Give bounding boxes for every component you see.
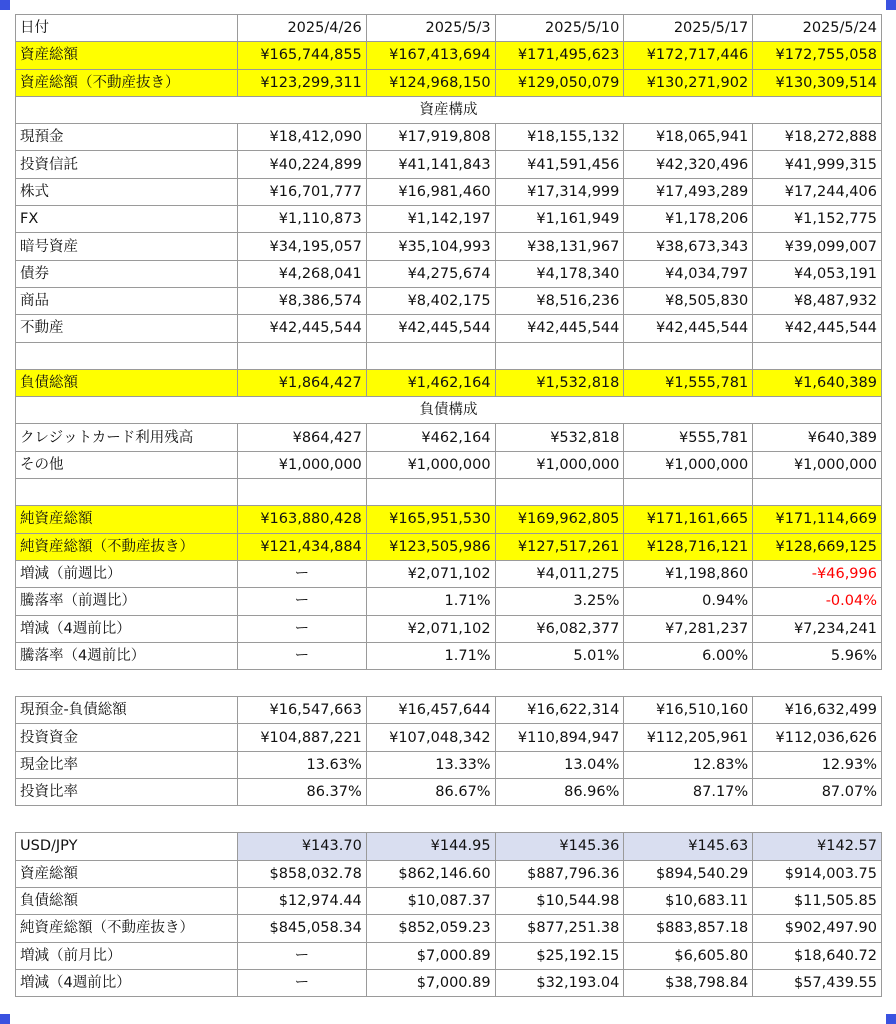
row-label[interactable]: 資産総額: [16, 860, 238, 887]
value-cell[interactable]: ¥4,268,041: [238, 260, 367, 287]
value-cell[interactable]: 1.71%: [366, 588, 495, 615]
value-cell[interactable]: ¥145.63: [624, 833, 753, 860]
blank-row: [16, 342, 882, 369]
row-label[interactable]: 増減（前週比）: [16, 560, 238, 587]
value-cell[interactable]: $877,251.38: [495, 915, 624, 942]
value-cell[interactable]: 5.01%: [495, 642, 624, 669]
row-label[interactable]: FX: [16, 206, 238, 233]
table-row: [16, 151, 882, 178]
section-row: [16, 397, 882, 424]
blank-cell[interactable]: [624, 342, 753, 369]
value-cell[interactable]: 87.07%: [753, 779, 882, 806]
row-label[interactable]: 増減（4週前比）: [16, 969, 238, 996]
value-cell[interactable]: ¥555,781: [624, 424, 753, 451]
row-label[interactable]: 投資比率: [16, 779, 238, 806]
value-cell[interactable]: ¥38,673,343: [624, 233, 753, 260]
table-row: [16, 560, 882, 587]
value-cell[interactable]: ¥130,271,902: [624, 69, 753, 96]
section-row: [16, 96, 882, 123]
selection-handle[interactable]: [0, 1014, 10, 1024]
blank-cell[interactable]: [16, 342, 238, 369]
value-cell[interactable]: ¥864,427: [238, 424, 367, 451]
value-cell[interactable]: ¥127,517,261: [495, 533, 624, 560]
header-row: [16, 15, 882, 42]
row-label[interactable]: 投資資金: [16, 724, 238, 751]
table-row: [16, 615, 882, 642]
table-row: [16, 860, 882, 887]
value-cell[interactable]: ¥42,445,544: [495, 315, 624, 342]
selection-handle[interactable]: [886, 1014, 896, 1024]
value-cell[interactable]: ¥1,000,000: [366, 451, 495, 478]
row-label[interactable]: 増減（4週前比）: [16, 615, 238, 642]
value-cell[interactable]: ¥17,919,808: [366, 124, 495, 151]
row-label[interactable]: その他: [16, 451, 238, 478]
value-cell[interactable]: ¥8,505,830: [624, 287, 753, 314]
blank-cell[interactable]: [753, 342, 882, 369]
row-label[interactable]: 騰落率（4週前比）: [16, 642, 238, 669]
value-cell[interactable]: ¥7,281,237: [624, 615, 753, 642]
value-cell[interactable]: ー: [238, 588, 367, 615]
value-cell[interactable]: ¥142.57: [753, 833, 882, 860]
table-row: [16, 315, 882, 342]
value-cell[interactable]: $883,857.18: [624, 915, 753, 942]
value-cell[interactable]: ¥107,048,342: [366, 724, 495, 751]
value-cell[interactable]: ¥8,487,932: [753, 287, 882, 314]
value-cell[interactable]: ¥39,099,007: [753, 233, 882, 260]
value-cell[interactable]: ¥1,110,873: [238, 206, 367, 233]
value-cell[interactable]: ¥1,000,000: [753, 451, 882, 478]
table-row: [16, 369, 882, 396]
value-cell[interactable]: $57,439.55: [753, 969, 882, 996]
value-cell[interactable]: ¥7,234,241: [753, 615, 882, 642]
table-row: [16, 451, 882, 478]
table-row: [16, 969, 882, 996]
table-row: [16, 233, 882, 260]
value-cell[interactable]: ¥16,632,499: [753, 697, 882, 724]
value-cell[interactable]: ¥165,744,855: [238, 42, 367, 69]
value-cell[interactable]: ¥41,591,456: [495, 151, 624, 178]
value-cell[interactable]: ¥169,962,805: [495, 506, 624, 533]
value-cell[interactable]: ¥172,717,446: [624, 42, 753, 69]
value-cell[interactable]: ¥2,071,102: [366, 615, 495, 642]
value-cell[interactable]: ¥35,104,993: [366, 233, 495, 260]
value-cell[interactable]: ¥38,131,967: [495, 233, 624, 260]
value-cell[interactable]: ¥129,050,079: [495, 69, 624, 96]
value-cell[interactable]: -¥46,996: [753, 560, 882, 587]
table-row: [16, 260, 882, 287]
value-cell[interactable]: ¥171,114,669: [753, 506, 882, 533]
row-label[interactable]: 現預金-負債総額: [16, 697, 238, 724]
value-cell[interactable]: 87.17%: [624, 779, 753, 806]
spreadsheet: [15, 14, 881, 997]
value-cell[interactable]: ¥4,053,191: [753, 260, 882, 287]
blank-cell[interactable]: [495, 342, 624, 369]
value-cell[interactable]: ¥171,161,665: [624, 506, 753, 533]
value-cell[interactable]: ¥1,000,000: [238, 451, 367, 478]
table-row: [16, 751, 882, 778]
date-cell[interactable]: 2025/4/26: [238, 15, 367, 42]
blank-row: [16, 479, 882, 506]
value-cell[interactable]: ¥1,178,206: [624, 206, 753, 233]
value-cell[interactable]: ¥41,999,315: [753, 151, 882, 178]
date-cell[interactable]: 2025/5/24: [753, 15, 882, 42]
blank-cell[interactable]: [366, 479, 495, 506]
row-label[interactable]: 負債総額: [16, 369, 238, 396]
date-cell[interactable]: 2025/5/3: [366, 15, 495, 42]
value-cell[interactable]: $11,505.85: [753, 887, 882, 914]
row-label[interactable]: 資産総額: [16, 42, 238, 69]
value-cell[interactable]: ¥16,547,663: [238, 697, 367, 724]
value-cell[interactable]: 12.93%: [753, 751, 882, 778]
value-cell[interactable]: $6,605.80: [624, 942, 753, 969]
value-cell[interactable]: $32,193.04: [495, 969, 624, 996]
value-cell[interactable]: ¥2,071,102: [366, 560, 495, 587]
value-cell[interactable]: ¥41,141,843: [366, 151, 495, 178]
selection-handle[interactable]: [0, 0, 10, 10]
value-cell[interactable]: $852,059.23: [366, 915, 495, 942]
table-row: [16, 69, 882, 96]
table-row: [16, 697, 882, 724]
value-cell[interactable]: ¥8,516,236: [495, 287, 624, 314]
table-row: [16, 833, 882, 860]
value-cell[interactable]: ¥171,495,623: [495, 42, 624, 69]
value-cell[interactable]: ¥110,894,947: [495, 724, 624, 751]
value-cell[interactable]: $914,003.75: [753, 860, 882, 887]
blank-cell[interactable]: [238, 342, 367, 369]
value-cell[interactable]: ¥1,198,860: [624, 560, 753, 587]
value-cell[interactable]: ¥1,152,775: [753, 206, 882, 233]
value-cell[interactable]: ¥4,275,674: [366, 260, 495, 287]
value-cell[interactable]: ¥1,640,389: [753, 369, 882, 396]
value-cell[interactable]: 13.04%: [495, 751, 624, 778]
value-cell[interactable]: ー: [238, 642, 367, 669]
value-cell[interactable]: $10,087.37: [366, 887, 495, 914]
value-cell[interactable]: ¥167,413,694: [366, 42, 495, 69]
table-row: [16, 178, 882, 205]
value-cell[interactable]: ー: [238, 969, 367, 996]
value-cell[interactable]: $845,058.34: [238, 915, 367, 942]
value-cell[interactable]: ¥17,314,999: [495, 178, 624, 205]
value-cell[interactable]: ¥123,299,311: [238, 69, 367, 96]
value-cell[interactable]: ¥18,272,888: [753, 124, 882, 151]
value-cell[interactable]: $894,540.29: [624, 860, 753, 887]
row-label[interactable]: 暗号資産: [16, 233, 238, 260]
value-cell[interactable]: ¥16,701,777: [238, 178, 367, 205]
value-cell[interactable]: 0.94%: [624, 588, 753, 615]
table-row: [16, 424, 882, 451]
value-cell[interactable]: ¥1,462,164: [366, 369, 495, 396]
table-row: [16, 642, 882, 669]
value-cell[interactable]: ー: [238, 615, 367, 642]
row-label[interactable]: 負債総額: [16, 887, 238, 914]
blank-cell[interactable]: [624, 479, 753, 506]
value-cell[interactable]: ¥121,434,884: [238, 533, 367, 560]
value-cell[interactable]: $7,000.89: [366, 969, 495, 996]
table-row: [16, 887, 882, 914]
value-cell[interactable]: ¥1,555,781: [624, 369, 753, 396]
value-cell[interactable]: ¥1,161,949: [495, 206, 624, 233]
row-label[interactable]: 純資産総額（不動産抜き）: [16, 915, 238, 942]
value-cell[interactable]: 86.96%: [495, 779, 624, 806]
value-cell[interactable]: 86.67%: [366, 779, 495, 806]
value-cell[interactable]: 6.00%: [624, 642, 753, 669]
value-cell[interactable]: ¥8,386,574: [238, 287, 367, 314]
value-cell[interactable]: 12.83%: [624, 751, 753, 778]
table-row: [16, 942, 882, 969]
value-cell[interactable]: $858,032.78: [238, 860, 367, 887]
value-cell[interactable]: ¥112,205,961: [624, 724, 753, 751]
value-cell[interactable]: ¥128,669,125: [753, 533, 882, 560]
value-cell[interactable]: ¥1,000,000: [624, 451, 753, 478]
value-cell[interactable]: ¥144.95: [366, 833, 495, 860]
value-cell[interactable]: 86.37%: [238, 779, 367, 806]
blank-cell[interactable]: [495, 479, 624, 506]
date-cell[interactable]: 2025/5/17: [624, 15, 753, 42]
date-header-label[interactable]: 日付: [16, 15, 238, 42]
value-cell[interactable]: $25,192.15: [495, 942, 624, 969]
value-cell[interactable]: ¥104,887,221: [238, 724, 367, 751]
value-cell[interactable]: ¥165,951,530: [366, 506, 495, 533]
value-cell[interactable]: $7,000.89: [366, 942, 495, 969]
row-label[interactable]: 純資産総額: [16, 506, 238, 533]
value-cell[interactable]: ¥172,755,058: [753, 42, 882, 69]
value-cell[interactable]: ¥6,082,377: [495, 615, 624, 642]
value-cell[interactable]: ¥4,034,797: [624, 260, 753, 287]
liability-section-title[interactable]: 負債構成: [16, 397, 882, 424]
table-row: [16, 779, 882, 806]
value-cell[interactable]: ¥42,445,544: [366, 315, 495, 342]
value-cell[interactable]: ¥42,445,544: [753, 315, 882, 342]
value-cell[interactable]: ¥462,164: [366, 424, 495, 451]
table-row: [16, 533, 882, 560]
value-cell[interactable]: $902,497.90: [753, 915, 882, 942]
row-label[interactable]: 現金比率: [16, 751, 238, 778]
value-cell[interactable]: $12,974.44: [238, 887, 367, 914]
value-cell[interactable]: ¥16,981,460: [366, 178, 495, 205]
value-cell[interactable]: -0.04%: [753, 588, 882, 615]
value-cell[interactable]: ¥640,389: [753, 424, 882, 451]
row-label[interactable]: クレジットカード利用残高: [16, 424, 238, 451]
value-cell[interactable]: ¥532,818: [495, 424, 624, 451]
row-label[interactable]: 騰落率（前週比）: [16, 588, 238, 615]
value-cell[interactable]: 3.25%: [495, 588, 624, 615]
row-label[interactable]: USD/JPY: [16, 833, 238, 860]
table-row: [16, 287, 882, 314]
value-cell[interactable]: 5.96%: [753, 642, 882, 669]
value-cell[interactable]: ¥1,000,000: [495, 451, 624, 478]
value-cell[interactable]: ¥1,142,197: [366, 206, 495, 233]
value-cell[interactable]: ¥40,224,899: [238, 151, 367, 178]
value-cell[interactable]: ¥8,402,175: [366, 287, 495, 314]
value-cell[interactable]: 1.71%: [366, 642, 495, 669]
row-label[interactable]: 債券: [16, 260, 238, 287]
value-cell[interactable]: ¥18,155,132: [495, 124, 624, 151]
value-cell[interactable]: $887,796.36: [495, 860, 624, 887]
value-cell[interactable]: ¥18,412,090: [238, 124, 367, 151]
value-cell[interactable]: ー: [238, 560, 367, 587]
value-cell[interactable]: ¥16,622,314: [495, 697, 624, 724]
selection-handle[interactable]: [886, 0, 896, 10]
usd-conversion-table: [15, 832, 882, 997]
asset-summary-table: [15, 14, 882, 670]
value-cell[interactable]: $18,640.72: [753, 942, 882, 969]
value-cell[interactable]: ¥42,320,496: [624, 151, 753, 178]
value-cell[interactable]: ¥16,457,644: [366, 697, 495, 724]
value-cell[interactable]: ¥42,445,544: [238, 315, 367, 342]
value-cell[interactable]: 13.63%: [238, 751, 367, 778]
row-label[interactable]: 投資信託: [16, 151, 238, 178]
value-cell[interactable]: ¥4,011,275: [495, 560, 624, 587]
value-cell[interactable]: 13.33%: [366, 751, 495, 778]
blank-cell[interactable]: [16, 479, 238, 506]
value-cell[interactable]: ¥4,178,340: [495, 260, 624, 287]
date-cell[interactable]: 2025/5/10: [495, 15, 624, 42]
value-cell[interactable]: ¥18,065,941: [624, 124, 753, 151]
cash-ratio-table: [15, 696, 882, 806]
table-row: [16, 124, 882, 151]
row-label[interactable]: 純資産総額（不動産抜き）: [16, 533, 238, 560]
row-label[interactable]: 商品: [16, 287, 238, 314]
value-cell[interactable]: ¥163,880,428: [238, 506, 367, 533]
value-cell[interactable]: ¥145.36: [495, 833, 624, 860]
table-row: [16, 206, 882, 233]
value-cell[interactable]: ¥130,309,514: [753, 69, 882, 96]
table-row: [16, 42, 882, 69]
value-cell[interactable]: ー: [238, 942, 367, 969]
value-cell[interactable]: ¥124,968,150: [366, 69, 495, 96]
row-label[interactable]: 現預金: [16, 124, 238, 151]
blank-cell[interactable]: [238, 479, 367, 506]
value-cell[interactable]: ¥128,716,121: [624, 533, 753, 560]
table-row: [16, 506, 882, 533]
row-label[interactable]: 資産総額（不動産抜き）: [16, 69, 238, 96]
value-cell[interactable]: $10,544.98: [495, 887, 624, 914]
value-cell[interactable]: ¥17,244,406: [753, 178, 882, 205]
row-label[interactable]: 不動産: [16, 315, 238, 342]
value-cell[interactable]: ¥34,195,057: [238, 233, 367, 260]
table-row: [16, 724, 882, 751]
value-cell[interactable]: ¥143.70: [238, 833, 367, 860]
value-cell[interactable]: ¥42,445,544: [624, 315, 753, 342]
blank-cell[interactable]: [753, 479, 882, 506]
value-cell[interactable]: ¥1,864,427: [238, 369, 367, 396]
row-label[interactable]: 増減（前月比）: [16, 942, 238, 969]
table-row: [16, 588, 882, 615]
asset-section-title[interactable]: 資産構成: [16, 96, 882, 123]
value-cell[interactable]: $38,798.84: [624, 969, 753, 996]
value-cell[interactable]: $10,683.11: [624, 887, 753, 914]
row-label[interactable]: 株式: [16, 178, 238, 205]
value-cell[interactable]: ¥16,510,160: [624, 697, 753, 724]
value-cell[interactable]: $862,146.60: [366, 860, 495, 887]
value-cell[interactable]: ¥17,493,289: [624, 178, 753, 205]
value-cell[interactable]: ¥1,532,818: [495, 369, 624, 396]
table-row: [16, 915, 882, 942]
value-cell[interactable]: ¥112,036,626: [753, 724, 882, 751]
value-cell[interactable]: ¥123,505,986: [366, 533, 495, 560]
blank-cell[interactable]: [366, 342, 495, 369]
